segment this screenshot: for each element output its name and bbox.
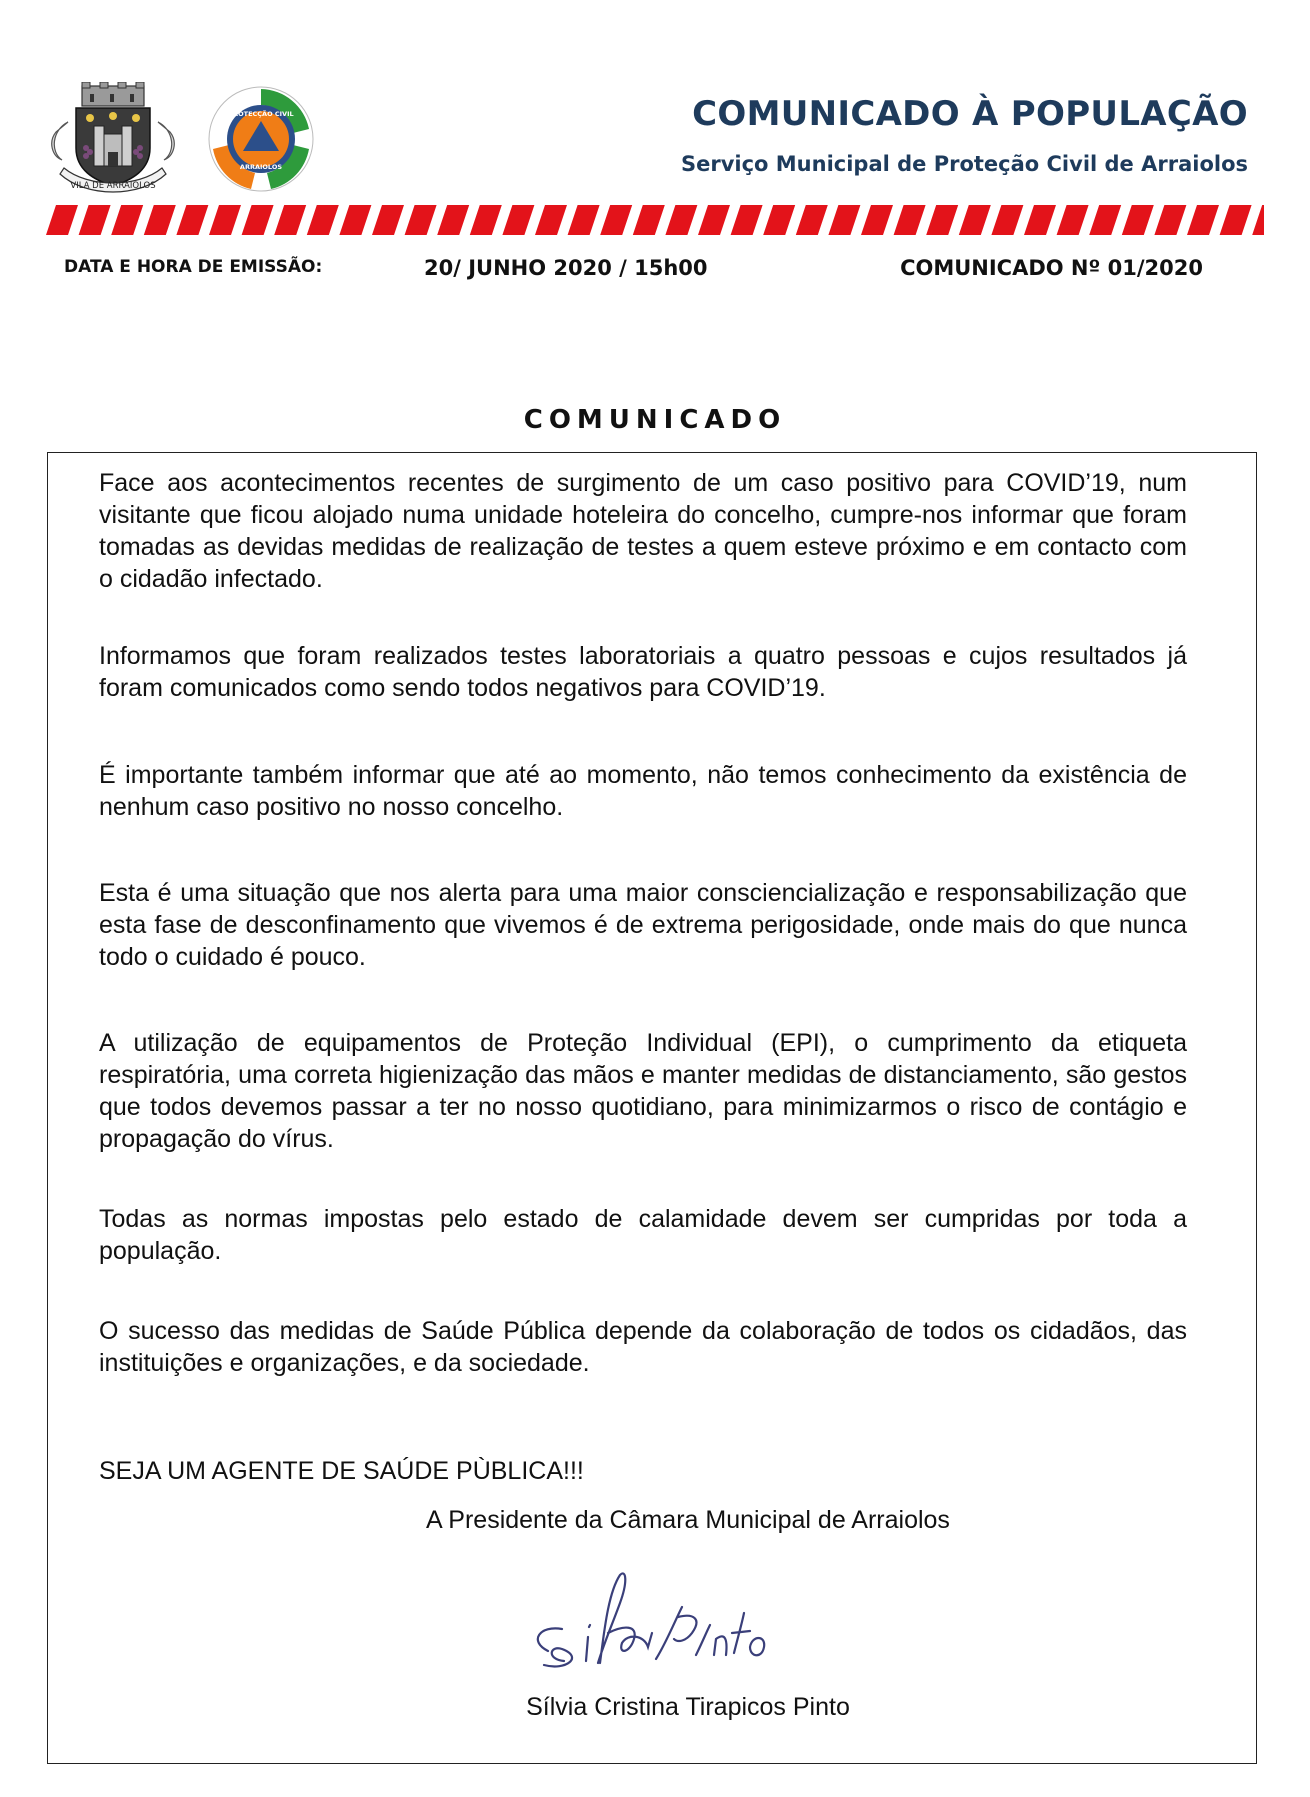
emission-date-value: 20/ JUNHO 2020 / 15h00 (424, 256, 708, 280)
document-subtitle: Serviço Municipal de Proteção Civil de Arraiolos (680, 152, 1248, 176)
content-box (47, 452, 1257, 1764)
stripe-segment (796, 205, 828, 235)
stripe-segment (372, 205, 404, 235)
stripe-segment (731, 205, 763, 235)
stripe-segment (600, 205, 632, 235)
stripe-segment (1154, 205, 1186, 235)
paragraph-1: Face aos acontecimentos recentes de surgimento de um caso positivo para COVID’19, num visitante que ficou alojado numa unidade hoteleira do concelho, cumpre-nos informar que foram tomadas as devidas medidas de realização de testes a quem esteve próximo e em contacto com o cidadão infectado. (99, 469, 1187, 593)
stripe-segment (339, 205, 371, 235)
stripe-segment (861, 205, 893, 235)
stripe-segment (111, 205, 143, 235)
crest-ribbon-text: VILA DE ARRAIOLOS (70, 181, 156, 191)
civil-protection-logo (207, 85, 315, 193)
stripe-segment (1024, 205, 1056, 235)
stripe-segment (633, 205, 665, 235)
paragraph-6: Todas as normas impostas pelo estado de calamidade devem ser cumpridas por toda a população. (99, 1205, 1187, 1265)
comunicado-number: COMUNICADO Nº 01/2020 (900, 256, 1203, 280)
paragraph-4: Esta é uma situação que nos alerta para uma maior consciencialização e responsabilização que esta fase de desconfinamento que vivemos é de extrema perigosidade, onde mais do que nunca todo o cuidado é pouco. (99, 879, 1187, 971)
paragraph-2: Informamos que foram realizados testes laboratoriais a quatro pessoas e cujos resultados já foram comunicados como sendo todos negativos para COVID’19. (99, 642, 1187, 702)
handwritten-signature (488, 1563, 788, 1693)
stripe-segment (79, 205, 111, 235)
stripe-segment (1220, 205, 1252, 235)
stripe-segment (926, 205, 958, 235)
stripe-segment (959, 205, 991, 235)
paragraph-5: A utilização de equipamentos de Proteção Individual (EPI), o cumprimento da etiqueta respiratória, uma correta higienização das mãos e manter medidas de distanciamento, são gestos que todos devemos passar a ter no nosso quotidiano, para minimizarmos o risco de contágio e propagação do vírus. (99, 1029, 1187, 1153)
stripe-segment (405, 205, 437, 235)
stripe-segment (894, 205, 926, 235)
stripe-segment (1089, 205, 1121, 235)
stripe-segment (307, 205, 339, 235)
document-title: COMUNICADO À POPULAÇÃO (692, 94, 1248, 134)
stripe-segment (763, 205, 795, 235)
stripe-segment (1252, 205, 1264, 235)
stripe-segment (437, 205, 469, 235)
stripe-segment (242, 205, 274, 235)
emission-date-label: DATA E HORA DE EMISSÃO: (64, 257, 323, 277)
stripe-segment (176, 205, 208, 235)
stripe-segment (568, 205, 600, 235)
stripe-segment (1122, 205, 1154, 235)
stripe-segment (502, 205, 534, 235)
pc-logo-bottom-text: ARRAIOLOS (239, 163, 283, 171)
pc-logo-top-text: PROTECÇÃO CIVIL (228, 110, 294, 118)
municipal-crest-logo (46, 82, 180, 198)
stripe-segment (274, 205, 306, 235)
paragraph-7: O sucesso das medidas de Saúde Pública depende da colaboração de todos os cidadãos, das instituições e organizações, e da sociedade. (99, 1317, 1187, 1377)
stripe-segment (1187, 205, 1219, 235)
stripe-segment (46, 205, 78, 235)
stripe-segment (991, 205, 1023, 235)
stripe-segment (470, 205, 502, 235)
closing-line: SEJA UM AGENTE DE SAÚDE PÙBLICA!!! (99, 1457, 584, 1485)
signatory-role: A Presidente da Câmara Municipal de Arraiolos (426, 1506, 950, 1534)
stripe-segment (698, 205, 730, 235)
stripe-segment (665, 205, 697, 235)
stripe-segment (828, 205, 860, 235)
red-stripe-divider (46, 205, 1264, 235)
stripe-segment (1057, 205, 1089, 235)
stripe-segment (209, 205, 241, 235)
section-heading: COMUNICADO (523, 405, 787, 435)
stripe-segment (144, 205, 176, 235)
paragraph-3: É importante também informar que até ao momento, não temos conhecimento da existência de nenhum caso positivo no nosso concelho. (99, 761, 1187, 821)
signatory-name: Sílvia Cristina Tirapicos Pinto (526, 1693, 850, 1721)
stripe-segment (535, 205, 567, 235)
